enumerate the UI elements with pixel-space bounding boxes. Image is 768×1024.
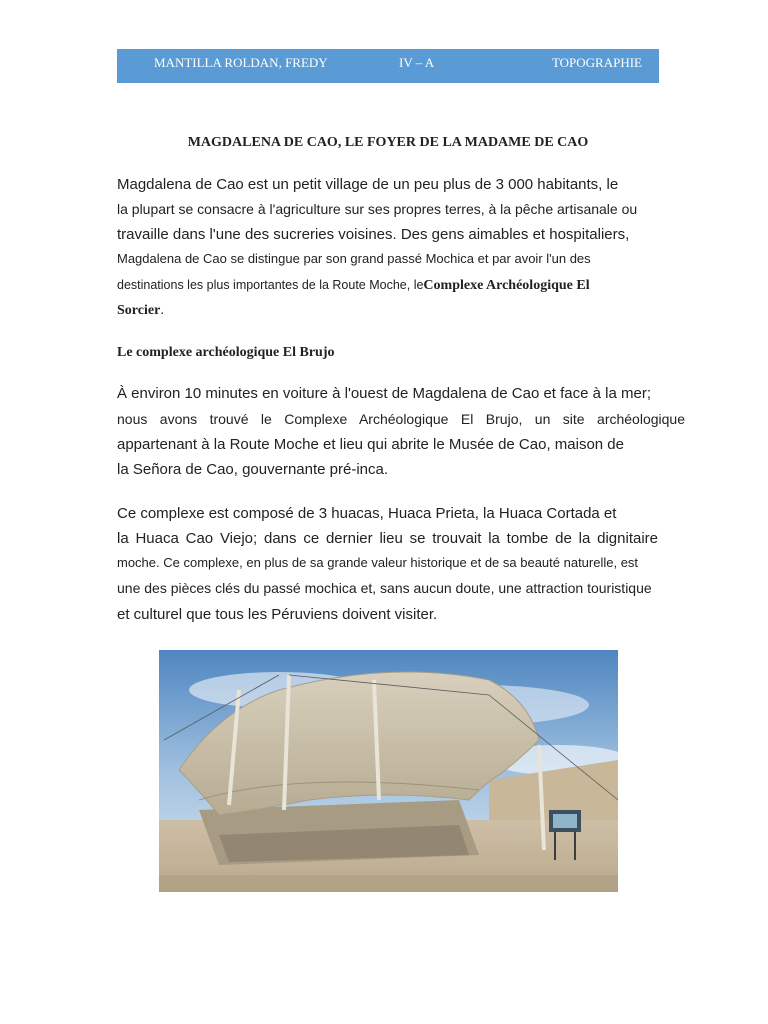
intro-line-6 <box>117 301 164 319</box>
intro-bold-complex: Complexe Archéologique El <box>423 278 590 293</box>
para3-line-2: la Huaca Cao Viejo; dans ce dernier lieu se trouvait la tombe de la dignitaire <box>117 530 658 547</box>
header-bar <box>117 49 659 83</box>
section-heading: Le complexe archéologique El Brujo <box>117 345 335 360</box>
intro-line-5 <box>117 276 590 294</box>
class-label: IV – A <box>399 55 435 70</box>
para3-line-1: Ce complexe est composé de 3 huacas, Huaca Prieta, la Huaca Cortada et <box>117 505 617 522</box>
site-photo-illustration <box>159 650 618 892</box>
para2-line-2: nous avons trouvé le Complexe Archéologique El Brujo, un site archéologique <box>117 411 685 427</box>
para3-line-4: une des pièces clés du passé mochica et, sans aucun doute, une attraction touristique <box>117 580 652 596</box>
intro-line-6-end: . <box>160 301 165 317</box>
intro-line-2: la plupart se consacre à l'agriculture sur ses propres terres, à la pêche artisanale ou <box>117 201 638 217</box>
site-photo <box>159 650 618 892</box>
intro-line-1: Magdalena de Cao est un petit village de un peu plus de 3 000 habitants, le <box>117 176 619 193</box>
para2-line-3: appartenant à la Route Moche et lieu qui abrite le Musée de Cao, maison de <box>117 436 624 453</box>
para3-line-5: et culturel que tous les Péruviens doivent visiter. <box>117 606 438 623</box>
para2-line-4: la Señora de Cao, gouvernante pré-inca. <box>117 461 389 478</box>
intro-line-3: travaille dans l'une des sucreries voisines. Des gens aimables et hospitaliers, <box>117 226 630 243</box>
para3-line-3: moche. Ce complexe, en plus de sa grande valeur historique et de sa beauté naturelle, est <box>117 555 639 570</box>
intro-line-5-text: destinations les plus importantes de la Route Moche, le <box>117 278 424 292</box>
subject-label: TOPOGRAPHIE <box>551 55 642 70</box>
para2-line-1: À environ 10 minutes en voiture à l'ouest de Magdalena de Cao et face à la mer; <box>117 385 652 402</box>
student-name: MANTILLA ROLDAN, FREDY <box>154 55 328 70</box>
intro-line-4: Magdalena de Cao se distingue par son grand passé Mochica et par avoir l'un des <box>117 251 591 266</box>
intro-bold-sorcier: Sorcier <box>117 303 161 318</box>
document-title: MAGDALENA DE CAO, LE FOYER DE LA MADAME DE CAO <box>187 135 589 150</box>
